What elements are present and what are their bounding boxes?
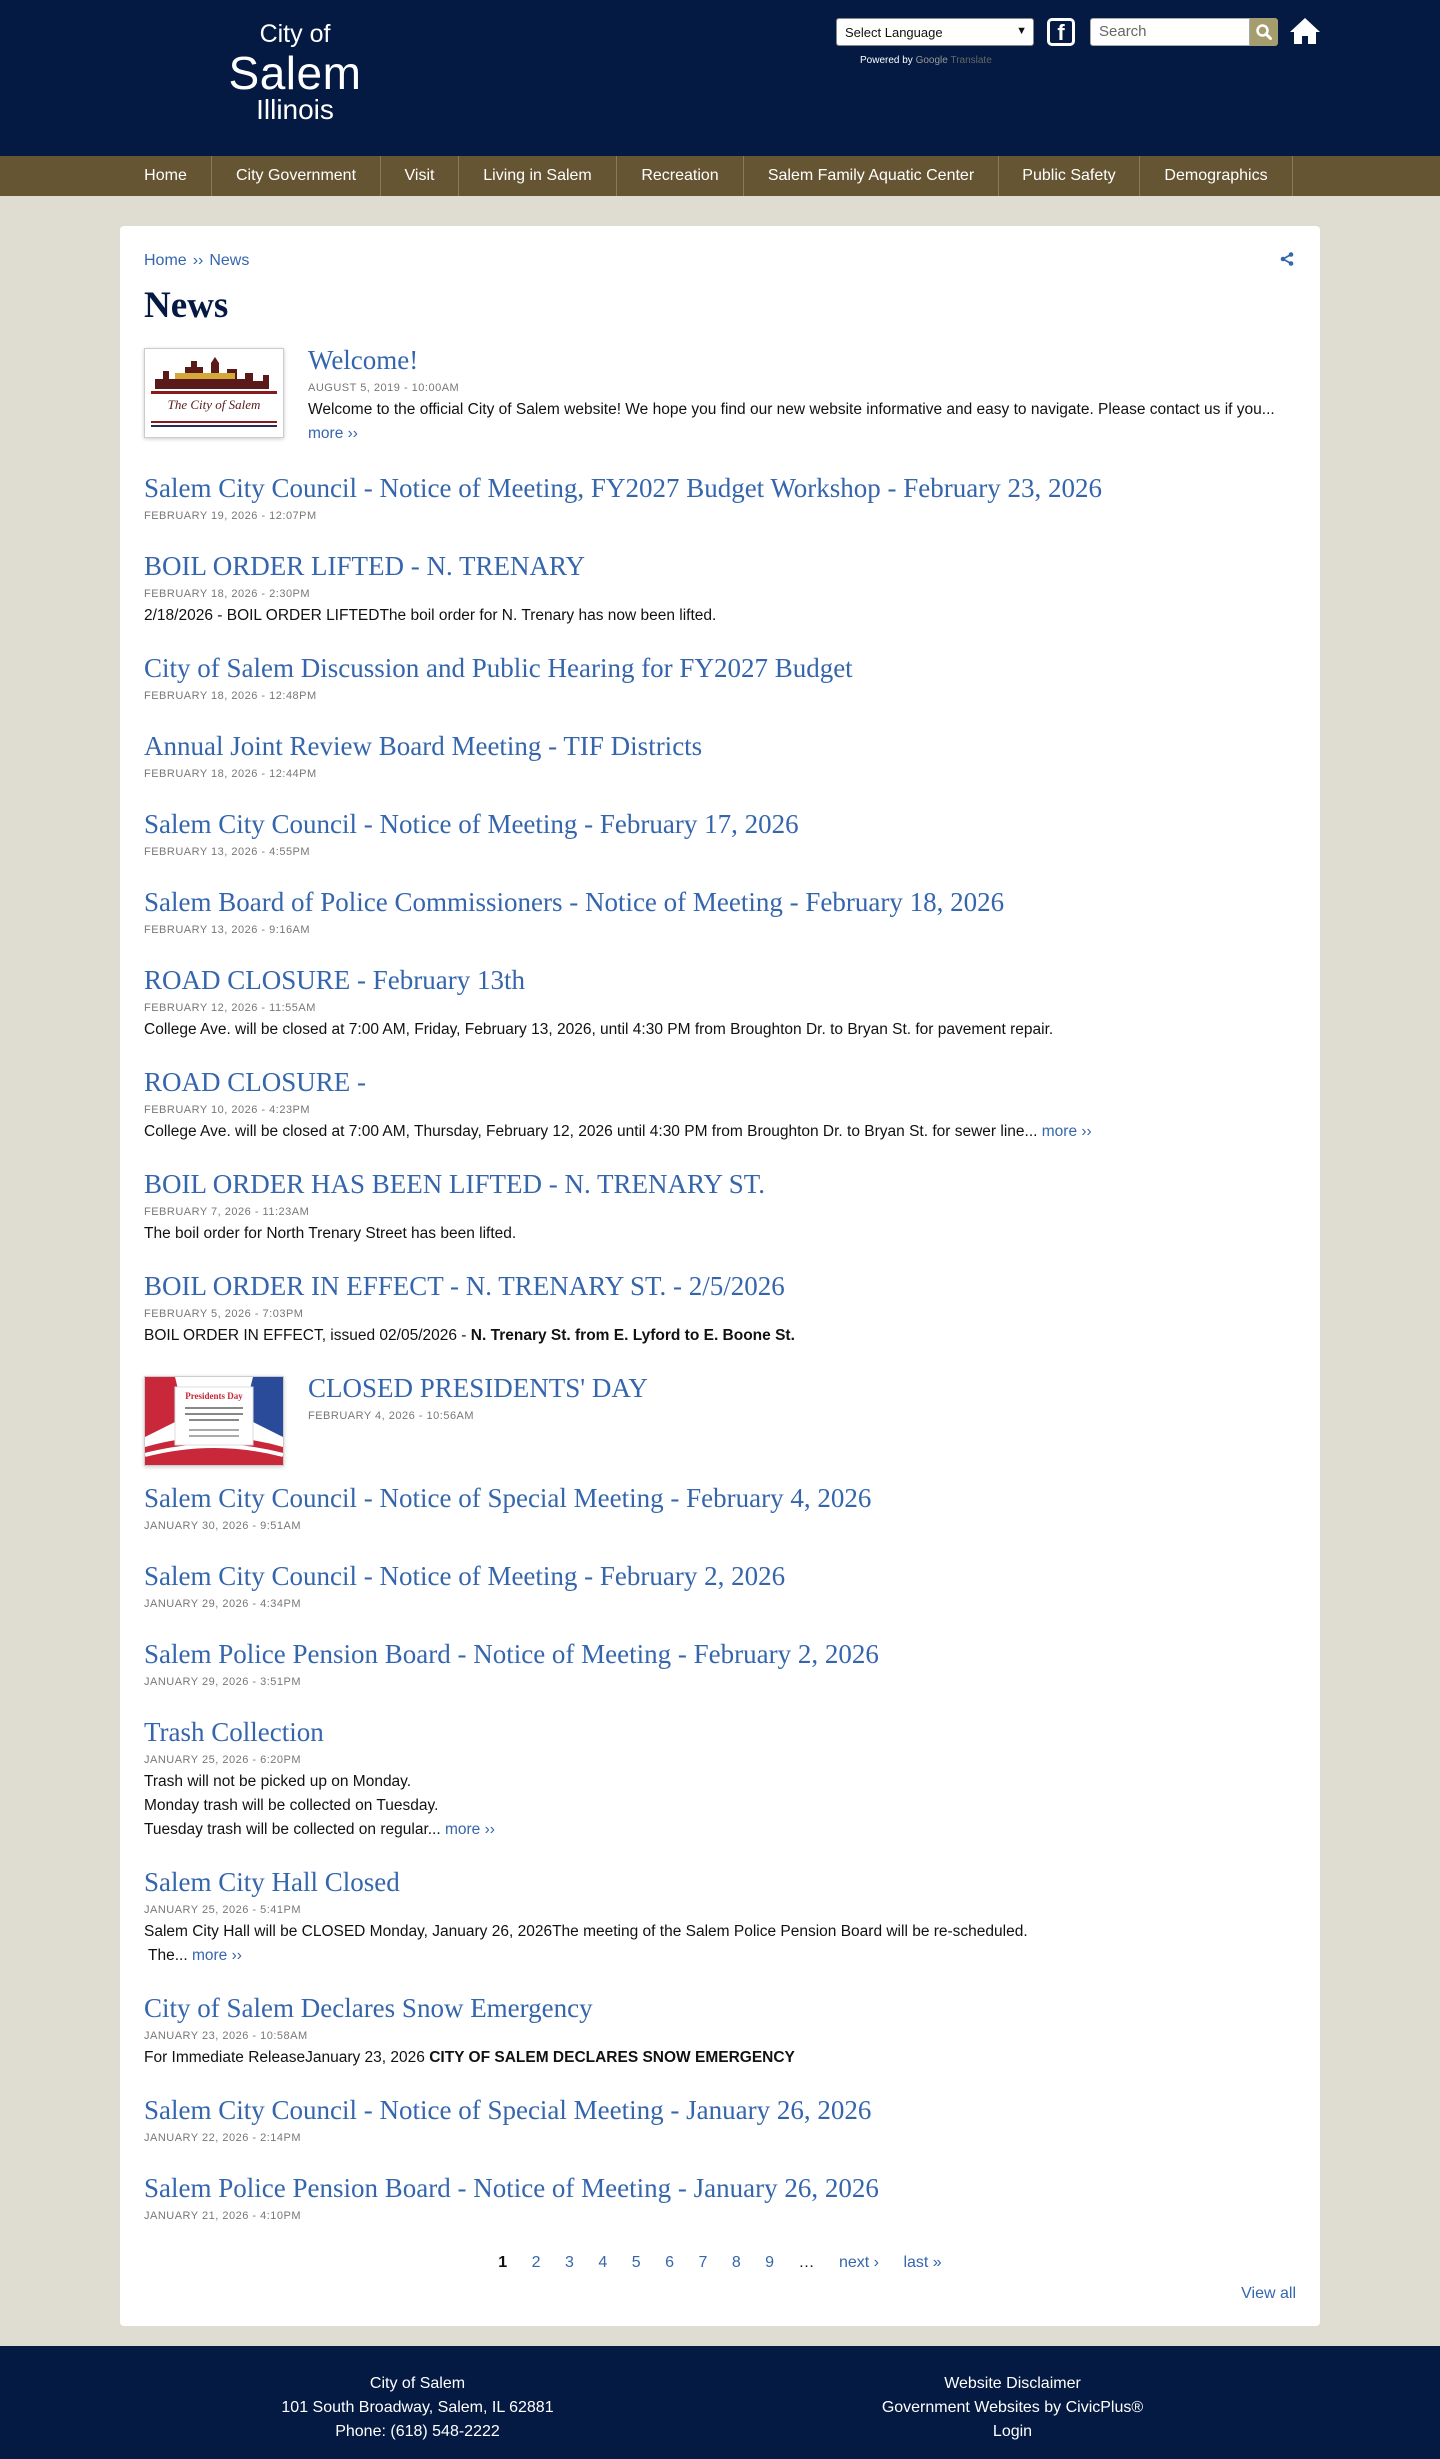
page-current: 1: [498, 2254, 508, 2271]
page-link[interactable]: 7: [698, 2254, 708, 2271]
nav-aquatic-center[interactable]: Salem Family Aquatic Center: [744, 156, 999, 196]
nav-living-in-salem[interactable]: Living in Salem: [459, 156, 617, 196]
news-item-date: JANUARY 30, 2026 - 9:51AM: [144, 1520, 302, 1532]
news-item: [144, 1716, 1294, 1842]
news-item-date: FEBRUARY 18, 2026 - 12:44PM: [144, 768, 317, 780]
footer-city-name: City of Salem: [369, 2375, 466, 2392]
news-content: [120, 226, 1320, 2326]
breadcrumb: [144, 252, 249, 270]
city-skyline-image: [145, 349, 283, 437]
nav-home[interactable]: Home: [120, 156, 212, 196]
nav-recreation[interactable]: Recreation: [617, 156, 744, 196]
news-item: [144, 472, 1294, 522]
news-item-date: FEBRUARY 18, 2026 - 12:48PM: [144, 690, 317, 702]
presidents-day-thumbnail[interactable]: [144, 1376, 284, 1466]
footer-phone: Phone: (618) 548-2222: [335, 2423, 500, 2440]
flyer-image: [145, 1377, 283, 1465]
news-item: [144, 730, 1294, 780]
translate-link[interactable]: Translate: [950, 55, 992, 66]
news-item-desc-text: BOIL ORDER IN EFFECT, issued 02/05/2026 -: [144, 1327, 471, 1344]
news-item-date: FEBRUARY 19, 2026 - 12:07PM: [144, 510, 317, 522]
news-item-desc: [144, 1324, 1294, 1348]
news-item-desc: The boil order for North Trenary Street has been lifted.: [144, 1225, 517, 1242]
page-link[interactable]: 4: [598, 2254, 608, 2271]
news-item: [308, 1372, 1288, 1422]
news-item-desc-bold: CITY OF SALEM DECLARES SNOW EMERGENCY: [429, 2049, 795, 2066]
main-nav: [0, 156, 1440, 196]
nav-public-safety[interactable]: Public Safety: [999, 156, 1140, 196]
home-icon[interactable]: [1289, 16, 1321, 46]
nav-city-government[interactable]: City Government: [212, 156, 381, 196]
news-item-desc: [144, 2046, 1294, 2070]
news-item: [144, 964, 1294, 1042]
page-link[interactable]: 8: [731, 2254, 741, 2271]
news-item-desc: [144, 1770, 1294, 1842]
news-item-title[interactable]: Salem City Council - Notice of Special Meeting - January 26, 2026: [144, 2095, 872, 2125]
news-item-desc: College Ave. will be closed at 7:00 AM, Friday, February 13, 2026, until 4:30 PM from Broughton Dr. to Bryan St. for pavement repair.: [144, 1021, 1054, 1038]
page-link[interactable]: 3: [565, 2254, 574, 2271]
google-label: Google: [915, 55, 948, 66]
news-item: [144, 1270, 1294, 1348]
news-item-title[interactable]: ROAD CLOSURE - February 13th: [144, 965, 525, 995]
logo-line-3: Illinois: [256, 94, 334, 125]
news-item-title[interactable]: BOIL ORDER LIFTED - N. TRENARY: [144, 551, 585, 581]
news-item-date: JANUARY 21, 2026 - 4:10PM: [144, 2210, 302, 2222]
news-item: [144, 1066, 1294, 1144]
footer-links: [835, 2372, 1190, 2444]
news-item-date: JANUARY 29, 2026 - 3:51PM: [144, 1676, 302, 1688]
news-item-title[interactable]: Salem City Council - Notice of Meeting, FY2027 Budget Workshop - February 23, 2026: [144, 473, 1102, 503]
news-item-date: JANUARY 25, 2026 - 5:41PM: [144, 1904, 302, 1916]
view-all-link[interactable]: View all: [1241, 2285, 1296, 2302]
news-item-title[interactable]: Salem City Hall Closed: [144, 1867, 400, 1897]
news-item-date: FEBRUARY 18, 2026 - 2:30PM: [144, 588, 311, 600]
powered-by-translate: [860, 55, 992, 66]
footer-civicplus-link[interactable]: Government Websites by CivicPlus®: [881, 2399, 1144, 2416]
flyer-title: Presidents Day: [185, 1391, 243, 1401]
breadcrumb-home[interactable]: Home: [144, 252, 187, 269]
news-item-title[interactable]: Salem Police Pension Board - Notice of Meeting - January 26, 2026: [144, 2173, 879, 2203]
share-icon[interactable]: [1280, 252, 1294, 266]
news-item-date: FEBRUARY 10, 2026 - 4:23PM: [144, 1104, 311, 1116]
pagination: [120, 2254, 1320, 2272]
news-item-desc: [144, 1920, 1294, 1968]
site-header: [0, 0, 1440, 156]
news-item-desc-text: For Immediate ReleaseJanuary 23, 2026: [144, 2049, 430, 2066]
more-link[interactable]: more ››: [191, 1947, 242, 1964]
news-item: [308, 344, 1288, 446]
news-item-title[interactable]: ROAD CLOSURE -: [144, 1067, 367, 1097]
more-link[interactable]: more ››: [1041, 1123, 1092, 1140]
news-item-date: FEBRUARY 4, 2026 - 10:56AM: [308, 1410, 475, 1422]
news-item: [144, 1866, 1294, 1968]
news-item-desc-line: Trash will not be picked up on Monday.: [144, 1773, 412, 1790]
news-item-date: AUGUST 5, 2019 - 10:00AM: [308, 382, 460, 394]
news-item-date: FEBRUARY 7, 2026 - 11:23AM: [144, 1206, 310, 1218]
logo-line-1: City of: [259, 20, 331, 48]
news-item-title[interactable]: Salem Board of Police Commissioners - Notice of Meeting - February 18, 2026: [144, 887, 1005, 917]
news-item: [144, 808, 1294, 858]
news-item-title[interactable]: CLOSED PRESIDENTS' DAY: [308, 1373, 648, 1403]
news-item-desc-line: Tuesday trash will be collected on regular...: [144, 1821, 445, 1838]
welcome-thumbnail[interactable]: [144, 348, 284, 438]
more-link[interactable]: more ››: [308, 425, 358, 442]
nav-demographics[interactable]: Demographics: [1140, 156, 1293, 196]
news-item-desc-line: Salem City Hall will be CLOSED Monday, January 26, 2026The meeting of the Salem Police Pension Board will be re-scheduled.: [144, 1923, 1028, 1940]
news-item-desc: [144, 1120, 1294, 1144]
news-item-desc: 2/18/2026 - BOIL ORDER LIFTEDThe boil order for N. Trenary has now been lifted.: [144, 607, 717, 624]
search-icon: [1250, 18, 1278, 46]
news-item: [144, 886, 1294, 936]
news-item-date: JANUARY 23, 2026 - 10:58AM: [144, 2030, 308, 2042]
thumbnail-caption: The City of Salem: [167, 397, 261, 412]
page-link[interactable]: 9: [765, 2254, 775, 2271]
page-link[interactable]: 2: [531, 2254, 541, 2271]
news-item-desc: [308, 398, 1288, 446]
powered-by-label: Powered by: [860, 55, 913, 66]
news-item-date: FEBRUARY 12, 2026 - 11:55AM: [144, 1002, 316, 1014]
language-select-value: Select Language: [845, 25, 943, 40]
facebook-icon[interactable]: f: [1047, 18, 1075, 46]
page-next[interactable]: next ›: [838, 2254, 879, 2271]
news-item-date: FEBRUARY 5, 2026 - 7:03PM: [144, 1308, 304, 1320]
news-item-date: JANUARY 29, 2026 - 4:34PM: [144, 1598, 302, 1610]
page-title: News: [144, 285, 229, 326]
news-item-title[interactable]: City of Salem Discussion and Public Hearing for FY2027 Budget: [144, 653, 853, 683]
page-link[interactable]: 6: [665, 2254, 674, 2271]
news-item-date: FEBRUARY 13, 2026 - 4:55PM: [144, 846, 311, 858]
news-item-desc-line: The...: [144, 1947, 192, 1964]
news-item: [144, 1992, 1294, 2070]
footer-login-link[interactable]: Login: [992, 2423, 1033, 2440]
news-item-title[interactable]: Salem Police Pension Board - Notice of Meeting - February 2, 2026: [144, 1639, 879, 1669]
news-item: [144, 550, 1294, 628]
page-last[interactable]: last »: [903, 2254, 942, 2271]
news-item-desc-text: College Ave. will be closed at 7:00 AM, Thursday, February 12, 2026 until 4:30 PM from Broughton Dr. to Bryan St. for sewer line...: [144, 1123, 1042, 1140]
news-item: [144, 1638, 1294, 1688]
breadcrumb-separator: ››: [192, 252, 204, 269]
chevron-down-icon: ▼: [1016, 25, 1027, 37]
footer-contact: [200, 2372, 635, 2444]
news-item-title[interactable]: BOIL ORDER HAS BEEN LIFTED - N. TRENARY ST.: [144, 1169, 765, 1199]
nav-visit[interactable]: Visit: [381, 156, 459, 196]
footer-address: 101 South Broadway, Salem, IL 62881: [281, 2399, 554, 2416]
news-item: [144, 1168, 1294, 1246]
news-item-date: JANUARY 22, 2026 - 2:14PM: [144, 2132, 302, 2144]
logo-line-2: Salem: [228, 47, 362, 99]
news-item-desc-text: Welcome to the official City of Salem website! We hope you find our new website informative and easy to navigate. Please contact us if you...: [308, 401, 1275, 418]
news-item-date: FEBRUARY 13, 2026 - 9:16AM: [144, 924, 311, 936]
site-footer: [0, 2346, 1440, 2459]
news-item-title[interactable]: City of Salem Declares Snow Emergency: [144, 1993, 593, 2023]
news-item: [144, 2094, 1294, 2144]
city-logo[interactable]: [200, 22, 390, 124]
news-item: [144, 652, 1294, 702]
page-ellipsis: …: [798, 2254, 815, 2271]
language-select[interactable]: [836, 18, 1034, 46]
search-input[interactable]: Search: [1090, 18, 1250, 46]
news-item-title[interactable]: Salem City Council - Notice of Special Meeting - February 4, 2026: [144, 1483, 872, 1513]
breadcrumb-current[interactable]: News: [209, 252, 250, 269]
news-item-title[interactable]: Salem City Council - Notice of Meeting - February 2, 2026: [144, 1561, 786, 1591]
news-item-title[interactable]: Welcome!: [308, 345, 419, 375]
news-item-date: JANUARY 25, 2026 - 6:20PM: [144, 1754, 302, 1766]
news-item-title[interactable]: Trash Collection: [144, 1717, 324, 1747]
footer-disclaimer-link[interactable]: Website Disclaimer: [944, 2375, 1081, 2392]
news-item: [144, 1560, 1294, 1610]
news-item-desc-bold: N. Trenary St. from E. Lyford to E. Boone St.: [470, 1327, 795, 1344]
more-link[interactable]: more ››: [444, 1821, 495, 1838]
news-item: [144, 1482, 1294, 1532]
news-item-title[interactable]: Annual Joint Review Board Meeting - TIF Districts: [144, 731, 703, 761]
news-item-title[interactable]: Salem City Council - Notice of Meeting - February 17, 2026: [144, 809, 799, 839]
news-item-desc-line: Monday trash will be collected on Tuesday.: [144, 1797, 439, 1814]
page-link[interactable]: 5: [631, 2254, 641, 2271]
news-item-title[interactable]: BOIL ORDER IN EFFECT - N. TRENARY ST. - 2/5/2026: [144, 1271, 785, 1301]
search-button[interactable]: [1250, 18, 1278, 46]
news-item: [144, 2172, 1294, 2222]
